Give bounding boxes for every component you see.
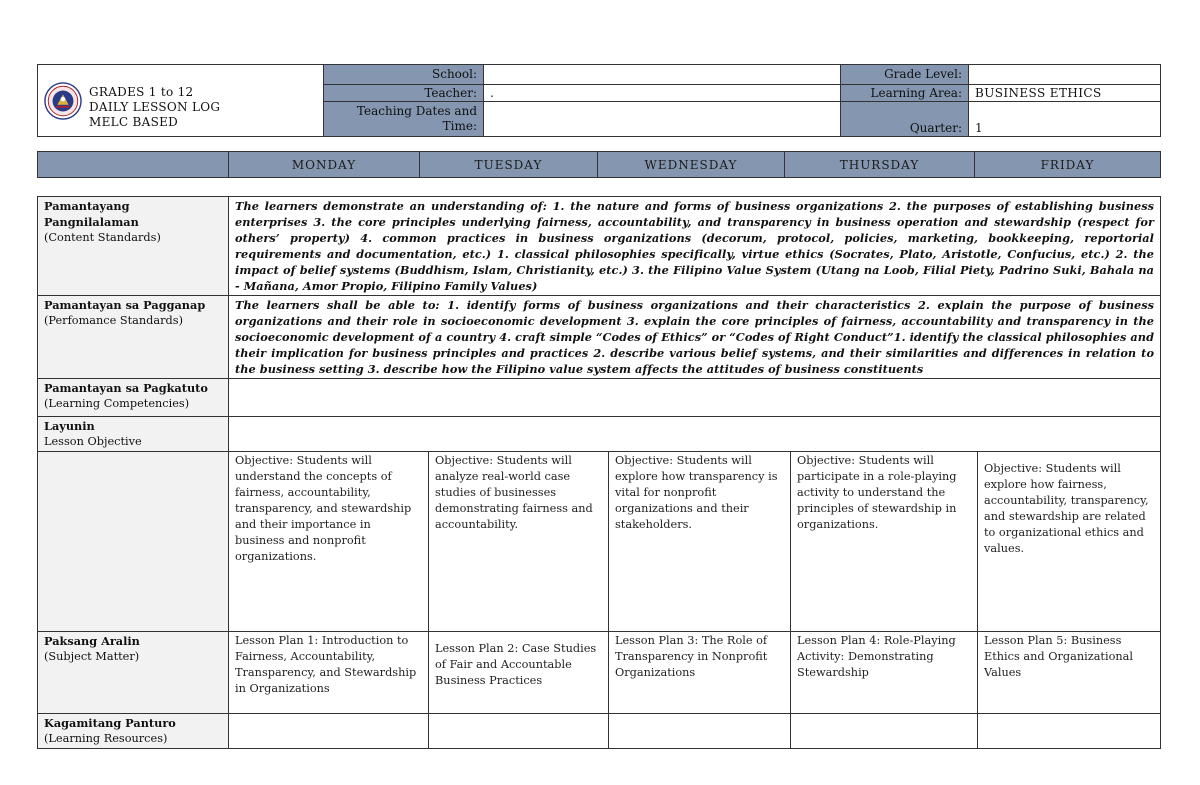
resources-tuesday[interactable]	[429, 714, 609, 749]
quarter-label: Quarter:	[841, 102, 969, 137]
row-subtitle: (Content Standards)	[44, 231, 161, 244]
objective-blank-label	[38, 452, 229, 632]
competencies-cell[interactable]	[229, 379, 1161, 417]
day-friday: FRIDAY	[975, 152, 1161, 178]
objective-thursday[interactable]: Objective: Students will participate in a role-playing activity to understand the principles of stewardship in organizations.	[791, 452, 978, 632]
subject-matter-row	[38, 632, 1161, 714]
subject-matter-label	[38, 632, 229, 714]
resources-monday[interactable]	[229, 714, 429, 749]
row-title: Pamantayan sa Pagkatuto	[44, 381, 208, 395]
learning-area-label: Learning Area:	[841, 85, 969, 102]
performance-standards-row	[38, 296, 1161, 379]
teacher-field[interactable]: .	[484, 85, 841, 102]
row-subtitle: (Learning Resources)	[44, 732, 168, 745]
row-title: Pamantayang Pangnilalaman	[44, 199, 139, 229]
teacher-label: Teacher:	[324, 85, 484, 102]
day-tuesday: TUESDAY	[420, 152, 598, 178]
row-subtitle: (Learning Competencies)	[44, 397, 190, 410]
competencies-row	[38, 379, 1161, 417]
resources-row	[38, 714, 1161, 749]
day-wednesday: WEDNESDAY	[598, 152, 785, 178]
day-monday: MONDAY	[229, 152, 420, 178]
subject-friday[interactable]: Lesson Plan 5: Business Ethics and Organizational Values	[978, 632, 1161, 714]
row-subtitle: Lesson Objective	[44, 435, 142, 448]
objective-monday[interactable]: Objective: Students will understand the concepts of fairness, accountability, transparency, and stewardship and their importance in business and nonprofit organizations.	[229, 452, 429, 632]
subject-tuesday[interactable]: Lesson Plan 2: Case Studies of Fair and Accountable Business Practices	[429, 632, 609, 714]
deped-seal-icon	[44, 82, 82, 120]
objective-header-cell[interactable]	[229, 417, 1161, 452]
header-title-line: DAILY LESSON LOG	[89, 99, 221, 114]
teaching-dates-field[interactable]	[484, 102, 841, 137]
performance-standards-text: The learners shall be able to: 1. identify forms of business organizations and their characteristics 2. explain the purpose of business organizations and their role in socioeconomic development 3. explain the core principles of fairness, accountability and transparency in the socioeconomic development of a country 4. craft simple “Codes of Ethics” or “Codes of Right Conduct”1. identify the classical philosophies and their implication for business principles and practices 2. describe various belief systems, and their similarities and differences in relation to the business setting 3. describe how the Filipino value system affects the attitudes of business constituents	[229, 296, 1161, 379]
objective-wednesday[interactable]: Objective: Students will explore how transparency is vital for nonprofit organizations and their stakeholders.	[609, 452, 791, 632]
grade-level-field[interactable]	[969, 65, 1161, 85]
performance-standards-label	[38, 296, 229, 379]
content-standards-text: The learners demonstrate an understanding of: 1. the nature and forms of business organizations 2. the purposes of establishing business enterprises 3. the core principles underlying fairness, accountability, and transparency in business operation and stewardship (respect for others’ property) 4. common practices in business organizations (decorum, protocol, policies, marketing, bookkeeping, reportorial requirements and documentation, etc.) 1. classical philosophies specifically, virtue ethics (Socrates, Plato, Aristotle, Confucius, etc.) 2. the impact of belief systems (Buddhism, Islam, Christianity, etc.) 3. the Filipino Value System (Utang na Loob, Filial Piety, Padrino Suki, Bahala na - Mañana, Amor Propio, Filipino Family Values)	[229, 197, 1161, 296]
objective-label	[38, 417, 229, 452]
day-thursday: THURSDAY	[785, 152, 975, 178]
row-title: Pamantayan sa Pagganap	[44, 298, 206, 312]
row-title: Kagamitang Panturo	[44, 716, 176, 730]
competencies-label	[38, 379, 229, 417]
lesson-log-header	[37, 64, 1161, 137]
header-title-block	[38, 65, 324, 137]
lesson-log-table	[37, 196, 1161, 749]
subject-monday[interactable]: Lesson Plan 1: Introduction to Fairness, Accountability, Transparency, and Stewardship in Organizations	[229, 632, 429, 714]
school-field[interactable]	[484, 65, 841, 85]
learning-area-field[interactable]: BUSINESS ETHICS	[969, 85, 1161, 102]
content-standards-label	[38, 197, 229, 296]
row-title: Paksang Aralin	[44, 634, 140, 648]
objective-row	[38, 452, 1161, 632]
objective-header-row	[38, 417, 1161, 452]
header-title-line: GRADES 1 to 12	[89, 84, 194, 99]
row-title: Layunin	[44, 419, 95, 433]
resources-wednesday[interactable]	[609, 714, 791, 749]
teaching-dates-label: Teaching Dates and Time:	[324, 102, 484, 137]
resources-label	[38, 714, 229, 749]
grade-level-label: Grade Level:	[841, 65, 969, 85]
objective-tuesday[interactable]: Objective: Students will analyze real-world case studies of businesses demonstrating fairness and accountability.	[429, 452, 609, 632]
day-blank-cell	[38, 152, 229, 178]
weekday-header-row	[37, 151, 1161, 178]
row-subtitle: (Perfomance Standards)	[44, 314, 183, 327]
school-label: School:	[324, 65, 484, 85]
header-title-line: MELC BASED	[89, 114, 179, 129]
row-subtitle: (Subject Matter)	[44, 650, 140, 663]
objective-friday[interactable]: Objective: Students will explore how fairness, accountability, transparency, and stewardship are related to organizational ethics and values.	[978, 452, 1161, 632]
content-standards-row	[38, 197, 1161, 296]
quarter-field[interactable]: 1	[969, 102, 1161, 137]
subject-thursday[interactable]: Lesson Plan 4: Role-Playing Activity: Demonstrating Stewardship	[791, 632, 978, 714]
resources-thursday[interactable]	[791, 714, 978, 749]
resources-friday[interactable]	[978, 714, 1161, 749]
subject-wednesday[interactable]: Lesson Plan 3: The Role of Transparency in Nonprofit Organizations	[609, 632, 791, 714]
